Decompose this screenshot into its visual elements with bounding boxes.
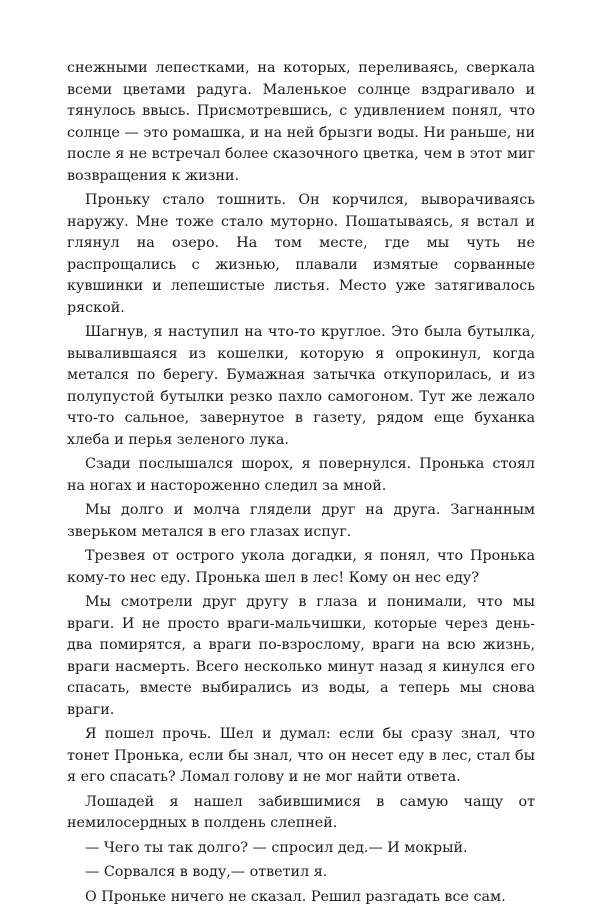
paragraph-7: Мы смотрели друг другу в глаза и понимали, что мы враги. И не просто враги-мальчишки, которые через день-два помирятся, а враги по-взрослому, враги на всю жизнь, враги насмерть. Всего несколько минут назад я кинулся его спасать, вместе выбирались из воды, а теперь мы снова враги. — [67, 594, 535, 718]
paragraph-5: Мы долго и молча глядели друг на друга. Загнанным зверьком метался в его глазах испуг. — [67, 502, 535, 540]
paragraph-1: снежными лепестками, на которых, переливаясь, сверкала всеми цветами радуга. Маленькое солнце вздрагивало и тянулось ввысь. Присмотревшись, с удивлением понял, что солнце — это ромашка, и на ней брызги воды. Ни раньше, ни после я не встречал более сказочного цветка, чем в этот миг возвращения к жизни. — [67, 60, 535, 184]
dialogue-line-2: — Сорвался в воду,— ответил я. — [85, 864, 328, 880]
dialogue-line-1: — Чего ты так долго? — спросил дед.— И мокрый. — [85, 839, 468, 856]
paragraph-8: Я пошел прочь. Шел и думал: если бы сразу знал, что тонет Пронька, если бы знал, что он несет еду в лес, стал бы я его спасать? Ломал голову и не мог найти ответа. — [67, 726, 535, 785]
paragraph-3: Шагнув, я наступил на что-то круглое. Это была бутылка, вывалившаяся из кошелки, которую я опрокинул, когда метался по берегу. Бумажная затычка откупорилась, и из полупустой бутылки резко пахло самогоном. Тут же лежало что-то сальное, завернутое в газету, рядом еще буханка хлеба и перья зеленого лука. — [67, 324, 535, 448]
page-text — [67, 58, 535, 911]
paragraph-9: Лошадей я нашел забившимися в самую чащу от немилосердных в полдень слепней. — [67, 793, 535, 831]
paragraph-10: О Проньке ничего не сказал. Решил разгадать все сам. — [85, 888, 506, 905]
paragraph-2: Проньку стало тошнить. Он корчился, выворачиваясь наружу. Мне тоже стало муторно. Пошатываясь, я встал и глянул на озеро. На том месте, где мы чуть не распрощались с жизнью, плавали измятые сорванные кувшинки и лепешистые листья. Место уже затягивалось ряской. — [67, 192, 535, 316]
paragraph-4: Сзади послышался шорох, я повернулся. Пронька стоял на ногах и настороженно следил за мной. — [67, 456, 535, 494]
paragraph-6: Трезвея от острого укола догадки, я понял, что Пронька кому-то нес еду. Пронька шел в лес! Кому он нес еду? — [67, 548, 535, 586]
